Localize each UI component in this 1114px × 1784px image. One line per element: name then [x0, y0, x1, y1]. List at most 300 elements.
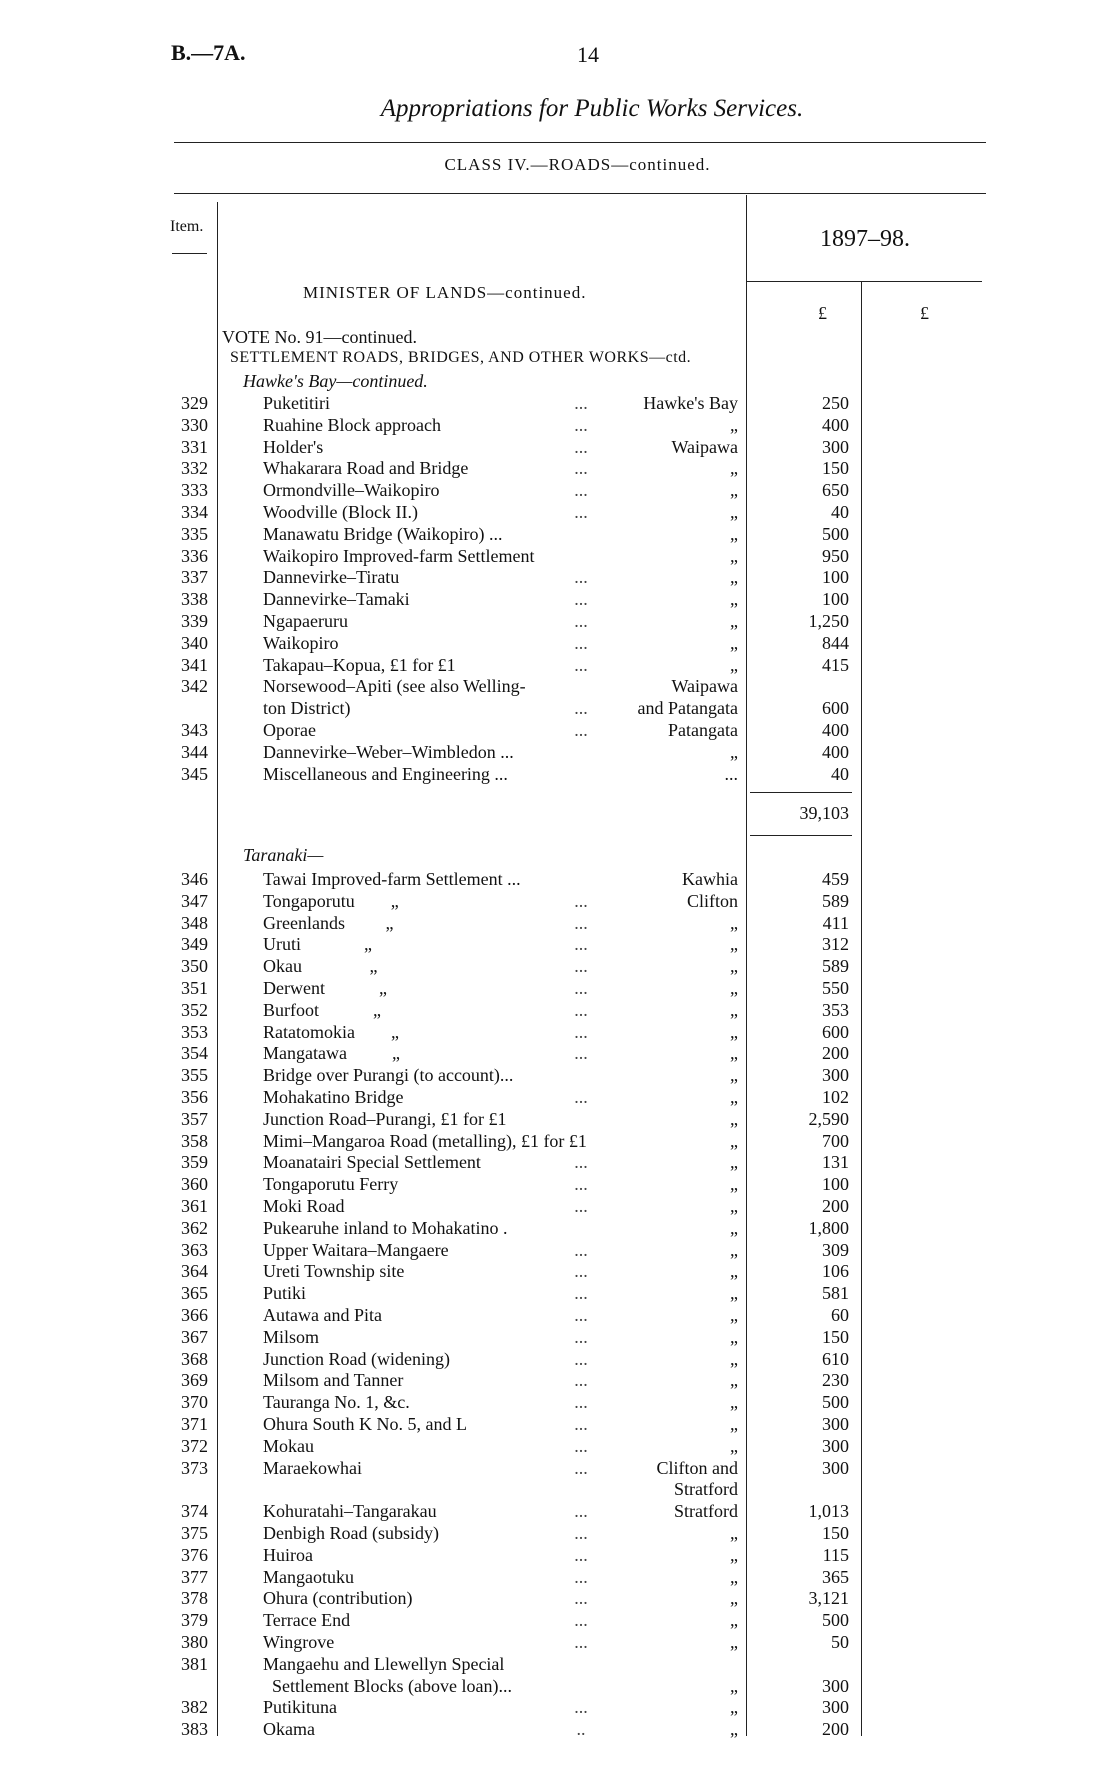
- amount-value: 2,590: [808, 1108, 849, 1129]
- amount-value: 115: [822, 1544, 849, 1565]
- district-name: „: [730, 978, 738, 998]
- hawkes-bay-total: 39,103: [799, 803, 849, 823]
- item-description: Manawatu Bridge (Waikopiro) ...: [263, 523, 503, 544]
- leader-dots: ...: [574, 1043, 588, 1064]
- leader-dots: ...: [574, 1414, 588, 1434]
- item-description: Miscellaneous and Engineering ...: [263, 763, 508, 784]
- minister-heading: MINISTER OF LANDS—continued.: [303, 283, 587, 302]
- table-row: [0, 1458, 1114, 1480]
- item-number: 345: [181, 763, 208, 784]
- item-number: 350: [181, 956, 208, 977]
- table-row: [0, 458, 1114, 480]
- pound-sign-right: £: [920, 303, 929, 323]
- table-row: [0, 1349, 1114, 1371]
- amount-value: 353: [822, 999, 849, 1020]
- item-number: 340: [181, 632, 208, 653]
- amount-value: 106: [822, 1261, 849, 1282]
- table-row: [0, 956, 1114, 978]
- district-name: „: [730, 1283, 738, 1304]
- district-name: „: [730, 611, 738, 631]
- leader-dots: ...: [574, 890, 588, 911]
- district-name: „: [730, 1065, 738, 1086]
- district-name: „: [730, 523, 738, 544]
- leader-dots: ...: [574, 1021, 588, 1042]
- table-row: [0, 1087, 1114, 1109]
- item-number: 363: [181, 1239, 208, 1260]
- item-number: 362: [181, 1217, 208, 1238]
- leader-dots: ...: [574, 567, 588, 588]
- item-description: Derwent „: [263, 978, 387, 998]
- table-row: [0, 742, 1114, 764]
- amount-value: 950: [822, 545, 849, 566]
- amount-value: 200: [822, 1719, 849, 1740]
- amount-value: 550: [822, 978, 849, 998]
- item-description: Pukearuhe inland to Mohakatino .: [263, 1217, 508, 1238]
- table-row: [0, 1131, 1114, 1153]
- table-row: [0, 393, 1114, 415]
- taranaki-heading: Taranaki—: [243, 845, 324, 865]
- amount-value: 100: [822, 1174, 849, 1195]
- table-row: [0, 480, 1114, 502]
- item-description: Mokau: [263, 1435, 314, 1456]
- table-row: [0, 676, 1114, 698]
- district-name: „: [730, 1196, 738, 1216]
- item-number: 342: [181, 676, 208, 697]
- item-number: 341: [181, 654, 208, 675]
- item-number: 381: [181, 1653, 208, 1674]
- item-description: Moanatairi Special Settlement: [263, 1152, 481, 1173]
- item-number: 348: [181, 912, 208, 933]
- item-description: Junction Road (widening): [263, 1348, 450, 1369]
- settlement-heading: SETTLEMENT ROADS, BRIDGES, AND OTHER WORKS—ctd.: [230, 349, 692, 366]
- leader-dots: ...: [574, 912, 588, 933]
- district-name: „: [730, 458, 738, 479]
- amount-value: 3,121: [808, 1588, 849, 1609]
- table-row: [0, 1479, 1114, 1501]
- amount-value: 581: [822, 1283, 849, 1304]
- item-description: Ruahine Block approach: [263, 414, 441, 435]
- amount-value: 589: [822, 890, 849, 911]
- district-name: „: [730, 1108, 738, 1129]
- item-description: Huiroa: [263, 1544, 313, 1565]
- item-number: 371: [181, 1414, 208, 1434]
- district-name: Waipawa: [671, 436, 738, 457]
- item-description: Kohuratahi–Tangarakau: [263, 1501, 437, 1522]
- leader-dots: ...: [574, 1348, 588, 1369]
- district-name: „: [730, 1239, 738, 1260]
- amount-value: 300: [822, 1435, 849, 1456]
- item-description: Okama: [263, 1719, 315, 1740]
- item-description: Uruti „: [263, 934, 372, 955]
- item-description: Holder's: [263, 436, 324, 457]
- leader-dots: ...: [574, 999, 588, 1020]
- item-description: Moki Road: [263, 1196, 345, 1216]
- table-row: [0, 1392, 1114, 1414]
- leader-dots: ...: [574, 1326, 588, 1347]
- item-number: 375: [181, 1523, 208, 1543]
- amount-value: 600: [822, 698, 849, 719]
- item-number: 376: [181, 1544, 208, 1565]
- table-row: [0, 1610, 1114, 1632]
- year-column-header: 1897–98.: [820, 226, 910, 252]
- amount-value: 1,250: [808, 611, 849, 631]
- leader-dots: ...: [574, 1196, 588, 1216]
- district-name: „: [730, 502, 738, 522]
- table-row: [0, 589, 1114, 611]
- table-row: [0, 1676, 1114, 1698]
- table-row: [0, 1109, 1114, 1131]
- table-row: [0, 1327, 1114, 1349]
- table-row: [0, 415, 1114, 437]
- item-description: Mangaehu and Llewellyn Special: [263, 1653, 505, 1674]
- item-description: Norsewood–Apiti (see also Welling-: [263, 676, 526, 697]
- district-name: ...: [724, 763, 738, 784]
- table-row: [0, 1000, 1114, 1022]
- table-row: [0, 1022, 1114, 1044]
- item-number: 334: [181, 502, 208, 522]
- table-row: [0, 1196, 1114, 1218]
- district-name: Stratford: [674, 1501, 738, 1522]
- item-underline: [172, 253, 207, 254]
- amount-value: 150: [822, 458, 849, 479]
- item-description: Burfoot „: [263, 999, 381, 1020]
- item-description: Mohakatino Bridge: [263, 1087, 404, 1107]
- amount-value: 1,800: [808, 1217, 849, 1238]
- item-number: 378: [181, 1588, 208, 1609]
- amount-value: 312: [822, 934, 849, 955]
- item-number: 337: [181, 567, 208, 588]
- item-number: 377: [181, 1566, 208, 1587]
- district-name: „: [730, 1370, 738, 1391]
- leader-dots: ...: [574, 589, 588, 610]
- amount-value: 150: [822, 1523, 849, 1543]
- document-code: B.—7A.: [171, 40, 246, 65]
- item-description: Settlement Blocks (above loan)...: [263, 1675, 512, 1696]
- leader-dots: ...: [574, 458, 588, 479]
- leader-dots: ...: [574, 1305, 588, 1325]
- table-row: [0, 891, 1114, 913]
- district-name: Clifton: [686, 890, 738, 911]
- leader-dots: ...: [574, 632, 588, 653]
- amount-value: 365: [822, 1566, 849, 1587]
- district-name: „: [730, 1261, 738, 1282]
- table-row: [0, 764, 1114, 786]
- amount-value: 844: [822, 632, 849, 653]
- table-row: [0, 1065, 1114, 1087]
- leader-dots: ...: [574, 1152, 588, 1173]
- item-description: Ngapaeruru: [263, 611, 348, 631]
- item-number: 361: [181, 1196, 208, 1216]
- item-number: 370: [181, 1392, 208, 1413]
- amount-value: 459: [822, 869, 849, 889]
- table-row: [0, 1632, 1114, 1654]
- district-name: Waipawa: [671, 676, 738, 697]
- district-name: „: [730, 589, 738, 610]
- subtotal-rule: [750, 792, 852, 793]
- amount-value: 230: [822, 1370, 849, 1391]
- table-row: [0, 913, 1114, 935]
- amount-value: 300: [822, 1675, 849, 1696]
- amount-value: 40: [831, 502, 849, 522]
- item-number: 344: [181, 741, 208, 762]
- table-row: [0, 934, 1114, 956]
- table-row: [0, 978, 1114, 1000]
- amount-value: 415: [822, 654, 849, 675]
- item-description: Wingrove: [263, 1632, 335, 1652]
- district-name: Kawhia: [682, 869, 738, 889]
- item-number: 332: [181, 458, 208, 479]
- table-row: [0, 1261, 1114, 1283]
- item-description: Denbigh Road (subsidy): [263, 1523, 439, 1543]
- district-name: „: [730, 1326, 738, 1347]
- amount-value: 300: [822, 1697, 849, 1718]
- item-number: 373: [181, 1457, 208, 1478]
- item-number: 356: [181, 1087, 208, 1107]
- item-number: 358: [181, 1130, 208, 1151]
- table-row: [0, 1043, 1114, 1065]
- item-description: Mimi–Mangaroa Road (metalling), £1 for £1: [263, 1130, 587, 1151]
- item-description: Tongaporutu Ferry: [263, 1174, 399, 1195]
- table-row: [0, 611, 1114, 633]
- amount-value: 400: [822, 720, 849, 740]
- table-row: [0, 698, 1114, 720]
- leader-dots: ...: [574, 1370, 588, 1391]
- district-name: „: [730, 1130, 738, 1151]
- leader-dots: ...: [574, 720, 588, 740]
- item-description: Oporae: [263, 720, 316, 740]
- leader-dots: ...: [574, 1392, 588, 1413]
- item-number: 360: [181, 1174, 208, 1195]
- item-description: Ohura (contribution): [263, 1588, 413, 1609]
- item-number: 329: [181, 393, 208, 413]
- amount-value: 700: [822, 1130, 849, 1151]
- leader-dots: ...: [574, 978, 588, 998]
- district-name: „: [730, 480, 738, 501]
- amount-value: 411: [822, 912, 849, 933]
- table-row: [0, 1545, 1114, 1567]
- table-row: [0, 502, 1114, 524]
- district-name: „: [730, 912, 738, 933]
- leader-dots: ...: [574, 934, 588, 955]
- district-name: „: [730, 1632, 738, 1652]
- table-row: [0, 633, 1114, 655]
- table-row: [0, 655, 1114, 677]
- amount-value: 500: [822, 1392, 849, 1413]
- amount-value: 589: [822, 956, 849, 977]
- table-row: [0, 524, 1114, 546]
- item-number: 369: [181, 1370, 208, 1391]
- amount-value: 300: [822, 1457, 849, 1478]
- district-name: „: [730, 1523, 738, 1543]
- item-description: Waikopiro Improved-farm Settlement: [263, 545, 535, 566]
- amount-value: 1,013: [808, 1501, 849, 1522]
- district-name: „: [730, 1305, 738, 1325]
- item-number: 355: [181, 1065, 208, 1086]
- item-column-header: Item.: [170, 218, 204, 235]
- district-name: „: [730, 414, 738, 435]
- district-name: „: [730, 1414, 738, 1434]
- item-number: 330: [181, 414, 208, 435]
- item-description: Greenlands „: [263, 912, 394, 933]
- amount-value: 100: [822, 589, 849, 610]
- class-title: CLASS IV.—ROADS—continued.: [444, 155, 711, 174]
- district-name: „: [730, 654, 738, 675]
- item-number: 367: [181, 1326, 208, 1347]
- leader-dots: ...: [574, 1283, 588, 1304]
- item-description: Takapau–Kopua, £1 for £1: [263, 654, 456, 675]
- item-description: Maraekowhai: [263, 1457, 362, 1478]
- table-row: [0, 869, 1114, 891]
- leader-dots: ...: [574, 611, 588, 631]
- district-name: „: [730, 1152, 738, 1173]
- item-number: 372: [181, 1435, 208, 1456]
- item-number: 347: [181, 890, 208, 911]
- total-rule: [750, 835, 852, 836]
- item-description: Ureti Township site: [263, 1261, 405, 1282]
- district-name: Stratford: [674, 1479, 738, 1500]
- item-number: 351: [181, 978, 208, 998]
- item-number: 374: [181, 1501, 208, 1522]
- item-number: 368: [181, 1348, 208, 1369]
- item-description: Tauranga No. 1, &c.: [263, 1392, 410, 1413]
- leader-dots: ...: [574, 1261, 588, 1282]
- leader-dots: ...: [574, 1239, 588, 1260]
- item-description: Okau „: [263, 956, 378, 977]
- item-number: 338: [181, 589, 208, 610]
- amount-value: 131: [822, 1152, 849, 1173]
- table-row: [0, 1697, 1114, 1719]
- item-number: 353: [181, 1021, 208, 1042]
- leader-dots: ...: [574, 1544, 588, 1565]
- item-description: Waikopiro: [263, 632, 339, 653]
- item-number: 349: [181, 934, 208, 955]
- amount-value: 309: [822, 1239, 849, 1260]
- leader-dots: ...: [574, 956, 588, 977]
- district-name: „: [730, 1174, 738, 1195]
- table-row: [0, 1654, 1114, 1676]
- table-row: [0, 1305, 1114, 1327]
- item-description: Ormondville–Waikopiro: [263, 480, 440, 501]
- leader-dots: ...: [574, 1588, 588, 1609]
- item-description: Mangaotuku: [263, 1566, 354, 1587]
- amount-value: 600: [822, 1021, 849, 1042]
- item-description: Dannevirke–Tamaki: [263, 589, 410, 610]
- item-number: 335: [181, 523, 208, 544]
- amount-value: 150: [822, 1326, 849, 1347]
- table-row: [0, 1370, 1114, 1392]
- item-number: 366: [181, 1305, 208, 1325]
- item-description: Ratatomokia „: [263, 1021, 399, 1042]
- item-description: Tawai Improved-farm Settlement ...: [263, 869, 521, 889]
- district-name: Hawke's Bay: [643, 393, 738, 413]
- amount-value: 300: [822, 436, 849, 457]
- amount-value: 610: [822, 1348, 849, 1369]
- table-row: [0, 567, 1114, 589]
- item-description: Milsom: [263, 1326, 320, 1347]
- amount-value: 40: [831, 763, 849, 784]
- table-row: [0, 1567, 1114, 1589]
- item-number: 380: [181, 1632, 208, 1652]
- table-row: [0, 1588, 1114, 1610]
- table-row: [0, 1283, 1114, 1305]
- item-number: 382: [181, 1697, 208, 1718]
- amount-value: 200: [822, 1196, 849, 1216]
- item-number: 359: [181, 1152, 208, 1173]
- vote-heading: VOTE No. 91—continued.: [222, 327, 417, 347]
- item-description: Dannevirke–Weber–Wimbledon ...: [263, 741, 514, 762]
- item-number: 346: [181, 869, 208, 889]
- page-number: 14: [577, 42, 599, 67]
- district-name: Patangata: [668, 720, 738, 740]
- item-description: Putikituna: [263, 1697, 338, 1718]
- item-number: 354: [181, 1043, 208, 1064]
- table-row: [0, 1719, 1114, 1741]
- amount-value: 50: [831, 1632, 849, 1652]
- district-name: „: [730, 1566, 738, 1587]
- amount-value: 400: [822, 741, 849, 762]
- item-description: Puketitiri: [263, 393, 330, 413]
- table-row: [0, 1523, 1114, 1545]
- item-description: Dannevirke–Tiratu: [263, 567, 400, 588]
- table-row: [0, 1240, 1114, 1262]
- table-row: [0, 437, 1114, 459]
- top-rule: [174, 142, 986, 143]
- item-description: Woodville (Block II.): [263, 502, 419, 522]
- header-rule: [174, 193, 986, 194]
- pound-sign-left: £: [818, 303, 827, 323]
- district-name: „: [730, 999, 738, 1020]
- leader-dots: ...: [574, 436, 588, 457]
- table-row: [0, 1414, 1114, 1436]
- leader-dots: ...: [574, 1435, 588, 1456]
- district-name: „: [730, 934, 738, 955]
- district-name: „: [730, 956, 738, 977]
- item-description: ton District): [263, 698, 351, 719]
- amount-value: 102: [822, 1087, 849, 1107]
- district-name: „: [730, 1348, 738, 1369]
- leader-dots: ...: [574, 393, 588, 413]
- item-description: Milsom and Tanner: [263, 1370, 404, 1391]
- amount-value: 250: [822, 393, 849, 413]
- district-name: „: [730, 545, 738, 566]
- amount-value: 60: [831, 1305, 849, 1325]
- item-description: Bridge over Purangi (to account)...: [263, 1065, 514, 1086]
- item-description: Mangatawa „: [263, 1043, 400, 1064]
- leader-dots: ...: [574, 502, 588, 522]
- leader-dots: ...: [574, 1697, 588, 1718]
- leader-dots: ...: [574, 414, 588, 435]
- leader-dots: ...: [574, 1501, 588, 1522]
- amount-value: 400: [822, 414, 849, 435]
- leader-dots: ...: [574, 654, 588, 675]
- item-description: Putiki: [263, 1283, 307, 1304]
- table-row: [0, 1152, 1114, 1174]
- district-name: „: [730, 1544, 738, 1565]
- leader-dots: ...: [574, 1457, 588, 1478]
- item-number: 343: [181, 720, 208, 740]
- amount-value: 650: [822, 480, 849, 501]
- item-number: 383: [181, 1719, 208, 1740]
- table-row: [0, 1174, 1114, 1196]
- amount-value: 100: [822, 567, 849, 588]
- table-row: [0, 1218, 1114, 1240]
- leader-dots: ...: [574, 1087, 588, 1107]
- item-number: 331: [181, 436, 208, 457]
- item-number: 336: [181, 545, 208, 566]
- district-name: „: [730, 1435, 738, 1456]
- amount-value: 500: [822, 523, 849, 544]
- item-description: Tongaporutu „: [263, 890, 399, 911]
